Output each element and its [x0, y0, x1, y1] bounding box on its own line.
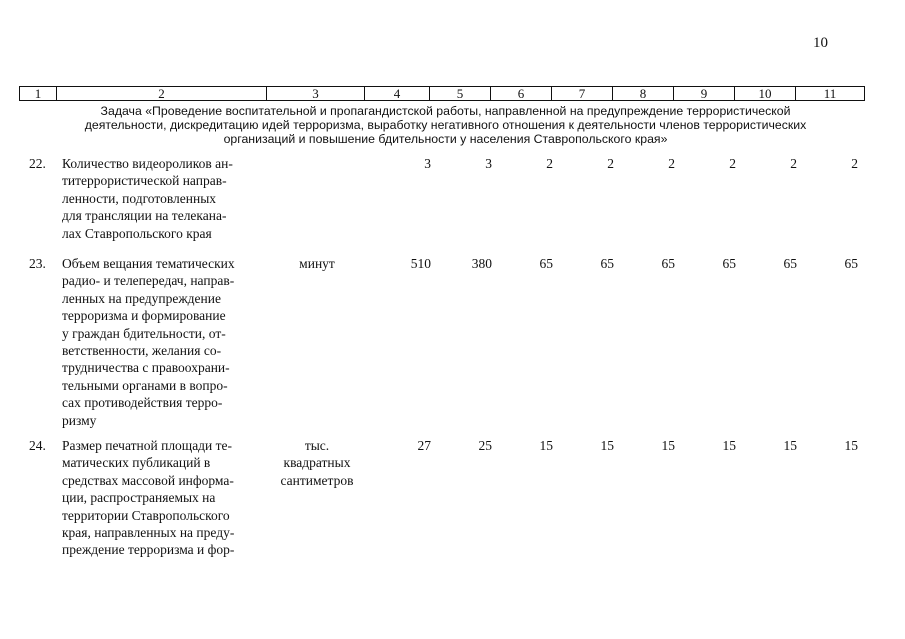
value-col-11: 15: [844, 438, 858, 453]
value-col-4: 27: [417, 438, 431, 453]
indicator-description: [62, 437, 258, 559]
header-col-10: 10: [735, 87, 796, 100]
value-col-6: 65: [539, 256, 553, 271]
description-line: ленности, подготовленных: [62, 190, 217, 206]
value-col-4: 510: [410, 256, 431, 271]
row-number: 23.: [29, 256, 46, 271]
header-col-4: 4: [365, 87, 430, 100]
value-col-7: 2: [607, 156, 614, 171]
value-col-8: 2: [668, 156, 675, 171]
unit-line: квадратных: [283, 455, 351, 471]
value-col-11: 65: [844, 256, 858, 271]
description-line: ветственности, желания со-: [62, 343, 222, 359]
header-col-1: 1: [20, 87, 57, 100]
value-col-8: 15: [661, 438, 675, 453]
description-line: ленных на предупреждение: [62, 290, 221, 306]
value-col-9: 65: [722, 256, 736, 271]
description-line: Количество видеороликов ан-: [62, 156, 233, 171]
unit-line: сантиметров: [280, 472, 354, 488]
value-col-10: 65: [783, 256, 797, 271]
task-line: деятельности, дискредитацию идей терроризма, выработку негативного отношения к деятельности членов террористических: [84, 118, 807, 132]
indicator-description: [62, 255, 258, 429]
description-line: края, направленных на преду-: [62, 525, 235, 541]
header-col-2: 2: [57, 87, 267, 100]
task-line: Задача «Проведение воспитательной и пропагандистской работы, направленной на предупреждение террористической: [100, 104, 791, 118]
description-line: территории Ставропольского: [62, 507, 230, 523]
task-heading: [24, 104, 867, 146]
value-col-6: 2: [546, 156, 553, 171]
description-line: у граждан бдительности, от-: [62, 325, 226, 341]
header-col-8: 8: [613, 87, 674, 100]
description-line: тельными органами в вопро-: [62, 377, 228, 393]
value-col-5: 380: [471, 256, 492, 271]
row-number: 24.: [29, 438, 46, 453]
value-col-4: 3: [424, 156, 431, 171]
description-line: преждение терроризма и фор-: [62, 542, 235, 558]
header-col-7: 7: [552, 87, 613, 100]
page-number: 10: [813, 35, 828, 51]
value-col-7: 15: [600, 438, 614, 453]
task-line: организаций и повышение бдительности у населения Ставропольского края»: [223, 132, 668, 146]
unit-line: минут: [299, 256, 335, 271]
value-col-8: 65: [661, 256, 675, 271]
description-line: Размер печатной площади те-: [62, 438, 233, 453]
header-col-11: 11: [823, 86, 837, 101]
header-col-5: 5: [430, 87, 491, 100]
value-col-5: 3: [485, 156, 492, 171]
unit-line: тыс.: [304, 438, 330, 453]
value-col-5: 25: [478, 438, 492, 453]
header-col-9: 9: [674, 87, 735, 100]
column-number-header: [19, 86, 865, 101]
value-col-9: 2: [729, 156, 736, 171]
description-line: Объем вещания тематических: [62, 256, 235, 271]
description-line: матических публикаций в: [62, 455, 211, 471]
value-col-6: 15: [539, 438, 553, 453]
value-col-7: 65: [600, 256, 614, 271]
description-line: радио- и телепередач, направ-: [62, 273, 235, 289]
description-line: лах Ставропольского края: [62, 225, 212, 241]
header-col-3: 3: [267, 87, 365, 100]
value-col-10: 2: [790, 156, 797, 171]
description-line: титеррористической направ-: [62, 173, 227, 189]
description-line: ции, распространяемых на: [62, 490, 216, 506]
description-line: трудничества с правоохрани-: [62, 360, 230, 376]
value-col-11: 2: [851, 156, 858, 171]
header-col-6: 6: [491, 87, 552, 100]
description-line: сах противодействия терро-: [62, 395, 223, 411]
description-line: ризму: [62, 412, 97, 428]
indicator-description: [62, 155, 258, 242]
description-line: средствах массовой информа-: [62, 472, 234, 488]
description-line: для трансляции на телекана-: [62, 208, 227, 224]
row-number: 22.: [29, 156, 46, 171]
unit-of-measure: [268, 437, 366, 489]
unit-of-measure: [268, 255, 366, 272]
description-line: терроризма и формирование: [62, 308, 226, 324]
value-col-9: 15: [722, 438, 736, 453]
value-col-10: 15: [783, 438, 797, 453]
